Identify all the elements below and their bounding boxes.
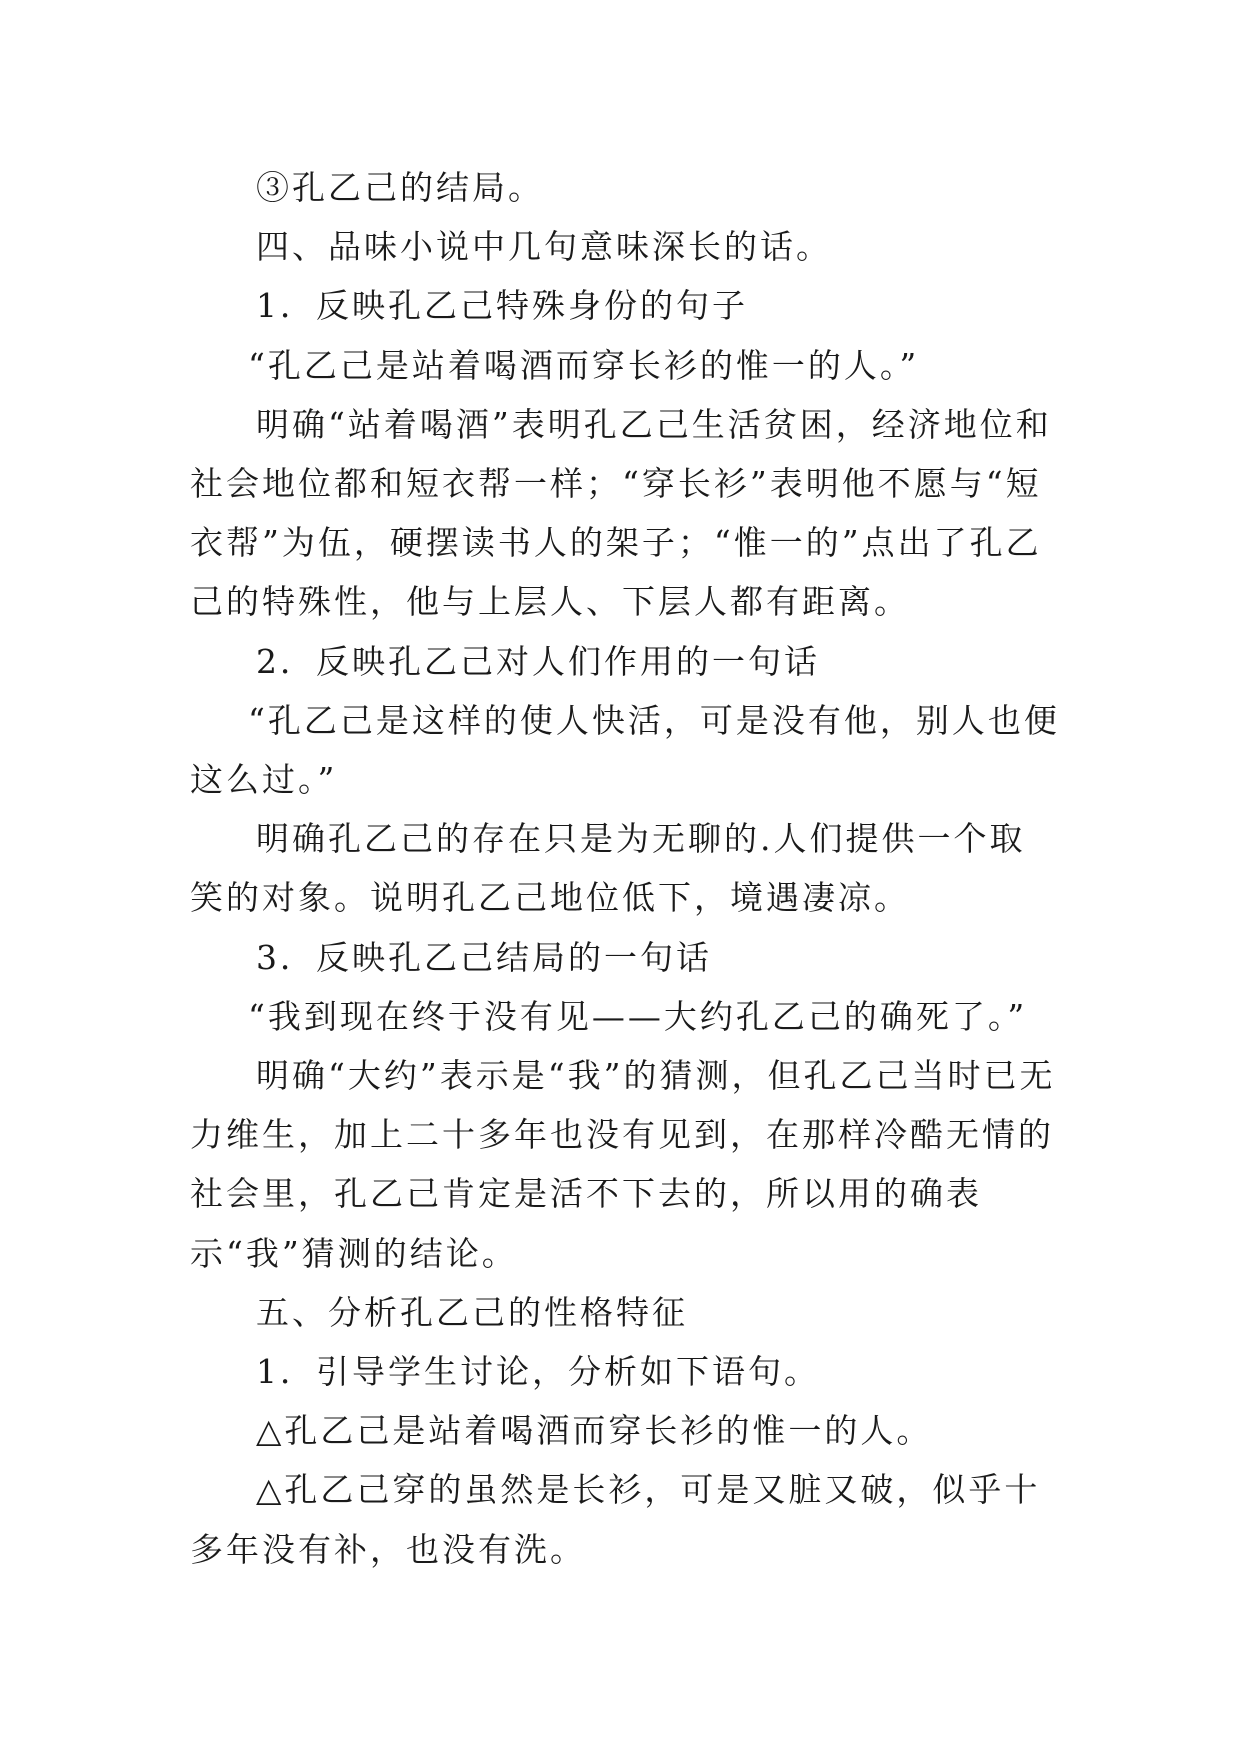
subheading-2: 2．反映孔乙己对人们作用的一句话	[256, 641, 820, 681]
paragraph-ending-item: ③孔乙己的结局。	[256, 168, 544, 207]
subheading-5-1: 1．引导学生讨论，分析如下语句。	[256, 1352, 820, 1392]
triangle-item-2: △孔乙己穿的虽然是长衫，可是又脏又破，似乎十多年没有补，也没有洗。	[190, 1470, 1041, 1569]
explanation-3: 明确“大约”表示是“我”的猜测，但孔乙己当时已无力维生，加上二十多年也没有见到，在那样冷酷无情的社会里，孔乙己肯定是活不下去的，所以用的确表示“我”猜测的结论。	[190, 1056, 1056, 1273]
document-page	[190, 158, 1060, 1579]
section-heading-four: 四、品味小说中几句意味深长的话。	[256, 227, 832, 267]
section-heading-five: 五、分析孔乙己的性格特征	[256, 1292, 688, 1332]
explanation-1: 明确“站着喝酒”表明孔乙己生活贫困，经济地位和社会地位都和短衣帮一样；“穿长衫”表明他不愿与“短衣帮”为伍，硬摆读书人的架子；“惟一的”点出了孔乙己的特殊性，他与上层人、下层人都有距离。	[190, 404, 1052, 622]
subheading-3: 3．反映孔乙己结局的一句话	[256, 937, 712, 977]
subheading-1: 1．反映孔乙己特殊身份的句子	[256, 286, 748, 326]
quote-3: “我到现在终于没有见——大约孔乙己的确死了。”	[248, 996, 1028, 1036]
quote-2: “孔乙己是这样的使人快活，可是没有他，别人也便这么过。”	[190, 700, 1060, 800]
explanation-2: 明确孔乙己的存在只是为无聊的.人们提供一个取笑的对象。说明孔乙己地位低下，境遇凄凉。	[190, 819, 1026, 918]
triangle-item-1: △孔乙己是站着喝酒而穿长衫的惟一的人。	[256, 1411, 933, 1451]
quote-1: “孔乙己是站着喝酒而穿长衫的惟一的人。”	[248, 345, 920, 385]
